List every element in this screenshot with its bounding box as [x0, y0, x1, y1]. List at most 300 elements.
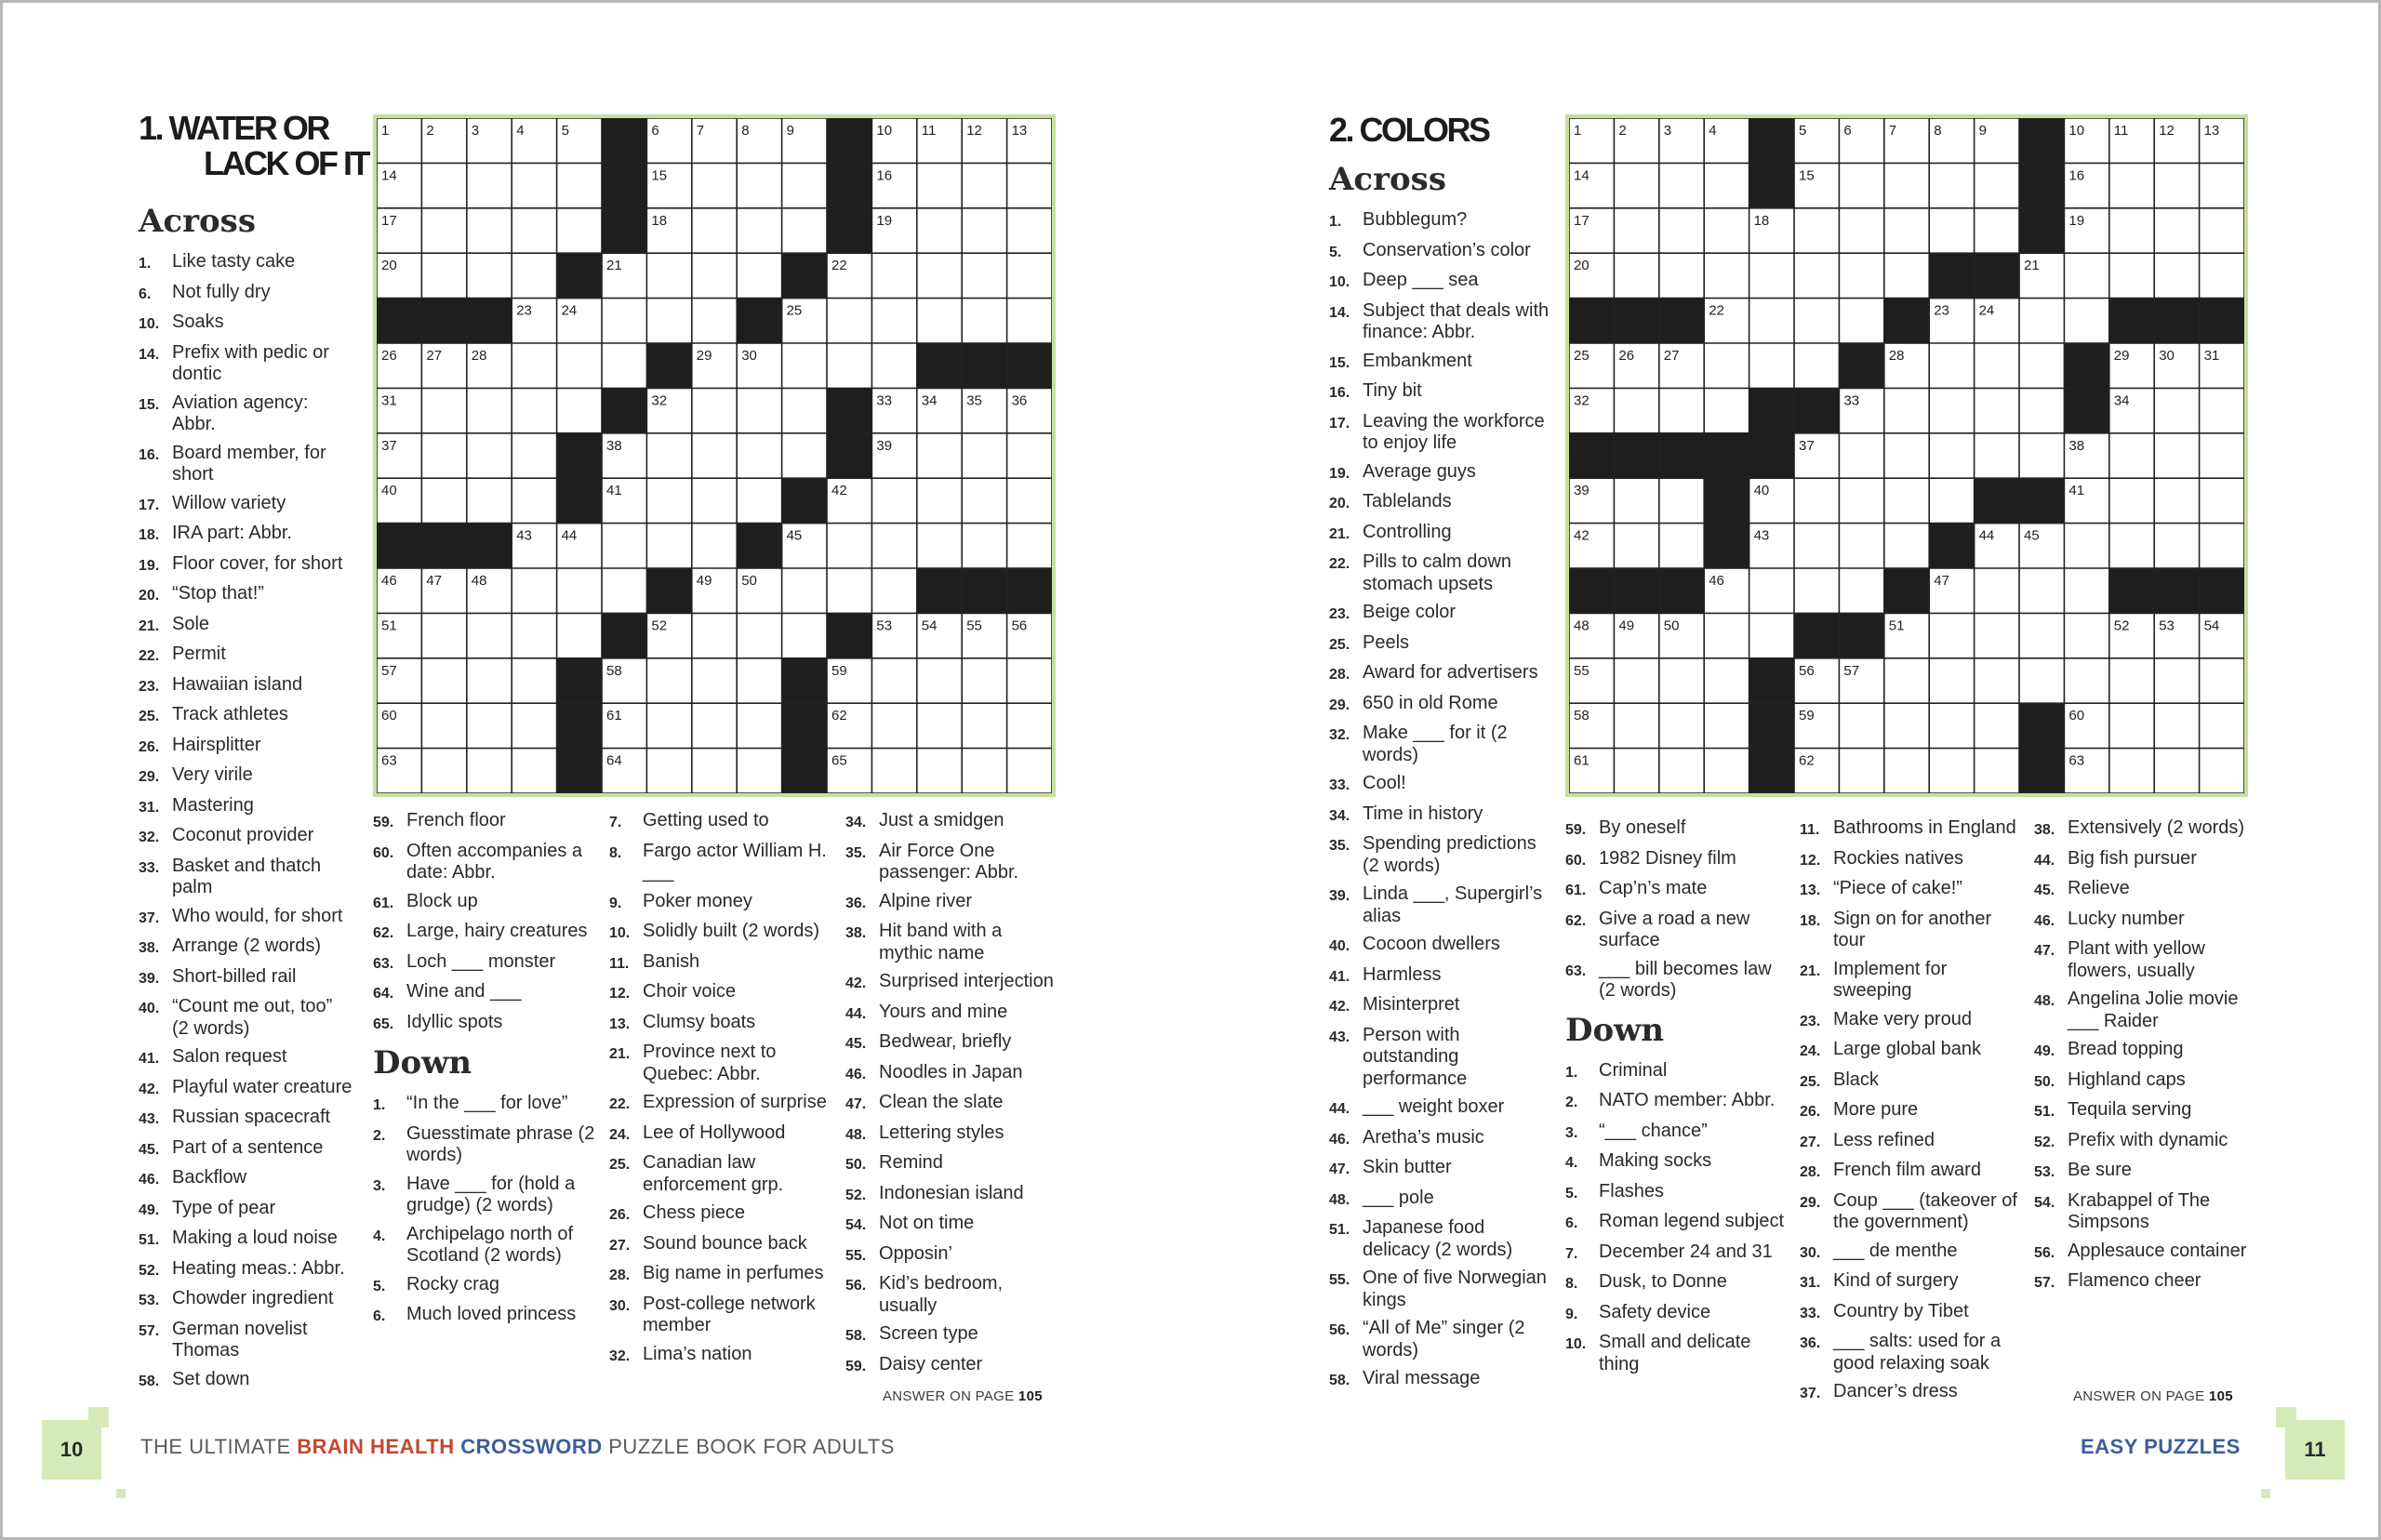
crossword-grid-left[interactable] — [373, 114, 1056, 797]
clue-text: Canadian law enforcement grp. — [643, 1152, 784, 1195]
clue-item — [1329, 1268, 1552, 1311]
clue-item — [139, 1077, 352, 1101]
clue-text: Sole — [172, 613, 210, 634]
clue-number: 9. — [1565, 1306, 1578, 1322]
cell-number: 29 — [696, 348, 712, 364]
clue-number: 30. — [609, 1297, 631, 1314]
clue-text: Cool! — [1363, 773, 1406, 793]
clue-text: Extensively (2 words) — [2068, 817, 2245, 838]
clue-item — [1565, 1090, 1789, 1114]
clue-number: 38. — [2034, 822, 2055, 838]
black-square — [1929, 253, 1975, 299]
cell-number: 42 — [831, 483, 847, 499]
cell-number: 5 — [1799, 123, 1807, 139]
clue-text: Lima’s nation — [643, 1343, 752, 1364]
clue-text: Yours and mine — [879, 1001, 1008, 1022]
cell-number: 48 — [471, 573, 487, 589]
cell-number: 31 — [2203, 348, 2220, 364]
cell-number: 20 — [381, 258, 397, 274]
cell-number: 43 — [516, 527, 532, 544]
clue-item — [139, 1288, 352, 1312]
clue-number: 59. — [1565, 822, 1587, 838]
cell-number: 5 — [561, 123, 569, 139]
clue-text: Getting used to — [643, 810, 769, 830]
clue-item — [1329, 693, 1552, 717]
clue-item — [139, 523, 352, 547]
clue-number: 31. — [139, 799, 160, 816]
clue-number: 18. — [1800, 912, 1821, 929]
clue-number: 40. — [139, 1001, 160, 1016]
clue-number: 35. — [845, 844, 867, 861]
clue-text: Salon request — [172, 1046, 287, 1067]
cell-number: 8 — [741, 123, 750, 139]
clue-text: NATO member: Abbr. — [1599, 1090, 1776, 1110]
clue-item — [845, 1183, 1059, 1207]
clue-text: Choir voice — [643, 981, 737, 1002]
clue-item — [1329, 461, 1552, 485]
clue-number: 3. — [1565, 1124, 1578, 1141]
clue-item — [1329, 1127, 1552, 1151]
clue-number: 24. — [609, 1126, 631, 1143]
down-clues-right-b — [2034, 817, 2250, 1301]
down-heading: Down — [373, 1044, 472, 1082]
clue-text: Be sure — [2068, 1160, 2132, 1180]
clue-text: Dancer’s dress — [1833, 1381, 1958, 1401]
clue-number: 51. — [139, 1232, 160, 1248]
clue-item — [845, 841, 1059, 884]
across-clues-right — [1329, 161, 1552, 1399]
cell-number: 30 — [741, 348, 757, 364]
clue-text: Sound bounce back — [643, 1232, 807, 1254]
clue-item — [609, 1202, 832, 1227]
black-square — [1929, 524, 1975, 569]
cell-number: 32 — [651, 392, 668, 409]
clue-text: Criminal — [1599, 1059, 1668, 1081]
clue-number: 43. — [139, 1111, 160, 1127]
clue-text: Pills to calm down stomach upsets — [1363, 551, 1512, 594]
clue-text: Indonesian island — [879, 1182, 1024, 1203]
clue-item — [139, 1198, 352, 1222]
cell-number: 60 — [2068, 708, 2085, 724]
clue-item — [1565, 1271, 1789, 1295]
cell-number: 52 — [2113, 617, 2130, 634]
clue-text: Who would, for short — [172, 905, 343, 926]
cell-number: 12 — [2159, 123, 2175, 139]
black-square — [782, 253, 828, 299]
clue-item — [1800, 1241, 2023, 1265]
clue-text: Bubblegum? — [1363, 209, 1468, 230]
clue-text: Floor cover, for short — [172, 552, 343, 574]
cell-number: 32 — [1574, 392, 1590, 409]
clue-number: 8. — [1565, 1276, 1578, 1292]
clue-number: 7. — [609, 815, 622, 830]
clue-number: 28. — [1329, 667, 1350, 683]
clue-number: 36. — [1800, 1335, 1821, 1351]
clue-item — [139, 825, 352, 849]
cell-number: 52 — [651, 617, 668, 634]
clue-text: Opposin’ — [879, 1242, 952, 1264]
cell-number: 4 — [516, 123, 525, 139]
clue-number: 28. — [609, 1268, 631, 1283]
cell-number: 62 — [831, 708, 847, 724]
cell-number: 37 — [381, 437, 397, 454]
clue-item — [1329, 602, 1552, 626]
clue-number: 10. — [139, 316, 160, 332]
cell-number: 15 — [651, 167, 668, 184]
clue-item — [373, 1012, 596, 1036]
clue-item — [1800, 959, 2023, 1002]
cell-number: 18 — [651, 212, 668, 229]
black-square — [2019, 749, 2065, 793]
clue-text: Track athletes — [172, 704, 288, 724]
cell-number: 58 — [606, 662, 622, 679]
clue-item — [373, 1224, 596, 1268]
clue-text: ___ weight boxer — [1363, 1096, 1505, 1117]
cell-number: 54 — [921, 617, 938, 634]
clue-item — [1565, 1302, 1789, 1326]
black-square — [1749, 388, 1795, 433]
cell-number: 3 — [471, 123, 480, 139]
clue-text: Bedwear, briefly — [879, 1031, 1012, 1052]
clue-number: 21. — [1329, 525, 1350, 542]
clue-number: 44. — [1329, 1101, 1350, 1117]
black-square — [962, 568, 1007, 614]
clue-text: Linda ___, Supergirl’s alias — [1363, 883, 1543, 926]
black-square — [1839, 613, 1884, 658]
clue-item — [139, 704, 352, 728]
clue-item — [609, 1152, 832, 1196]
clue-number: 11. — [609, 955, 630, 972]
clue-text: “Piece of cake!” — [1833, 878, 1962, 898]
black-square — [782, 478, 828, 524]
clue-number: 33. — [1329, 777, 1350, 793]
clue-item — [1329, 1188, 1552, 1212]
clue-number: 44. — [845, 1005, 867, 1022]
clue-number: 14. — [1329, 304, 1350, 321]
clue-item — [1329, 1157, 1552, 1181]
clue-number: 32. — [139, 830, 160, 845]
clue-item — [609, 1042, 832, 1085]
cell-number: 41 — [606, 483, 622, 499]
black-square — [962, 343, 1007, 389]
clue-number: 26. — [609, 1207, 631, 1223]
clue-number: 20. — [1329, 496, 1350, 511]
cell-number: 24 — [561, 302, 578, 319]
clue-text: Cocoon dwellers — [1363, 934, 1500, 954]
black-square — [2109, 568, 2155, 614]
clue-text: Chowder ingredient — [172, 1288, 334, 1308]
clue-item — [139, 583, 352, 607]
black-square — [557, 253, 603, 299]
cell-number: 21 — [606, 258, 622, 274]
black-square — [557, 703, 603, 749]
cell-number: 19 — [2068, 212, 2085, 229]
clue-item — [139, 1369, 352, 1393]
clue-text: ___ bill becomes law (2 words) — [1599, 958, 1772, 1001]
black-square — [827, 163, 872, 208]
clue-item — [609, 1294, 832, 1337]
clue-item — [2034, 878, 2250, 902]
clue-item — [845, 810, 1059, 834]
clue-number: 22. — [139, 648, 160, 664]
cell-number: 59 — [831, 662, 847, 679]
clue-text: Kind of surgery — [1833, 1270, 1959, 1291]
cell-number: 55 — [966, 617, 982, 634]
clue-item — [609, 1233, 832, 1257]
cell-number: 63 — [2068, 752, 2085, 769]
clue-number: 48. — [845, 1126, 867, 1143]
cell-number: 48 — [1574, 617, 1590, 634]
crossword-svg[interactable] — [1569, 118, 2244, 793]
clue-item — [1565, 1181, 1789, 1205]
cell-number: 28 — [471, 348, 487, 364]
clue-text: Guesstimate phrase (2 words) — [406, 1122, 595, 1165]
clue-item — [1329, 723, 1552, 766]
cell-number: 6 — [651, 123, 659, 139]
cell-number: 36 — [1753, 437, 1770, 454]
clue-text: Misinterpret — [1363, 994, 1460, 1015]
cell-number: 35 — [966, 392, 982, 409]
clue-item — [1565, 1241, 1789, 1266]
down-clues-right-a — [1800, 817, 2023, 1412]
clue-item — [373, 1274, 596, 1298]
clue-number: 13. — [1800, 883, 1821, 898]
clue-text: French floor — [406, 810, 506, 830]
clue-item — [845, 971, 1059, 995]
answer-reference-left: ANSWER ON PAGE 105 — [883, 1388, 1043, 1404]
cell-number: 54 — [2203, 617, 2220, 634]
black-square — [467, 524, 512, 569]
clue-text: Prefix with pedic or dontic — [172, 341, 329, 384]
black-square — [1704, 524, 1749, 569]
cell-number: 10 — [2068, 123, 2085, 139]
clue-text: Set down — [172, 1368, 250, 1389]
cell-number: 41 — [2068, 483, 2085, 499]
clue-text: Screen type — [879, 1323, 978, 1344]
cell-number: 56 — [1011, 617, 1028, 634]
clue-number: 16. — [1329, 385, 1350, 401]
black-square — [1794, 613, 1840, 658]
cell-number: 22 — [831, 258, 847, 274]
clue-item — [609, 951, 832, 976]
cell-number: 44 — [1978, 527, 1995, 544]
clue-item — [139, 795, 352, 819]
clue-number: 27. — [1800, 1134, 1821, 1150]
clue-text: ___ de menthe — [1833, 1240, 1958, 1261]
cell-number: 27 — [1663, 348, 1680, 364]
clue-text: Playful water creature — [172, 1076, 352, 1097]
clue-number: 13. — [609, 1016, 631, 1032]
cell-number: 33 — [876, 392, 893, 409]
clue-text: German novelist Thomas — [172, 1318, 308, 1361]
crossword-grid-right[interactable] — [1565, 114, 2248, 797]
cell-number: 50 — [741, 573, 757, 589]
clue-item — [2034, 848, 2250, 872]
clue-item — [373, 841, 596, 884]
clue-number: 26. — [1800, 1104, 1821, 1120]
across-clues-left — [139, 203, 352, 1399]
clue-text: Sign on for another tour — [1833, 908, 1992, 950]
clue-text: Award for advertisers — [1363, 662, 1538, 683]
clue-item — [1565, 1211, 1789, 1235]
clue-number: 58. — [845, 1328, 867, 1344]
clue-text: Dusk, to Donne — [1599, 1271, 1727, 1292]
black-square — [1749, 163, 1795, 208]
clue-number: 62. — [1565, 912, 1587, 929]
clue-item — [139, 282, 352, 306]
clue-number: 51. — [1329, 1222, 1350, 1238]
clue-item — [845, 1062, 1059, 1086]
black-square — [2064, 388, 2109, 433]
clue-number: 59. — [373, 815, 394, 830]
clue-item — [1329, 1368, 1552, 1392]
clue-item — [845, 1273, 1059, 1317]
cell-number: 10 — [876, 123, 893, 139]
clue-item — [373, 810, 596, 834]
cell-number: 46 — [381, 573, 397, 589]
clue-text: Relieve — [2068, 878, 2130, 898]
cell-number: 2 — [1618, 123, 1627, 139]
clue-number: 46. — [2034, 912, 2055, 929]
clue-item — [845, 1092, 1059, 1116]
black-square — [1659, 299, 1705, 344]
clue-text: Have ___ for (hold a grudge) (2 words) — [406, 1173, 576, 1215]
clue-number: 56. — [1329, 1322, 1350, 1338]
black-square — [827, 613, 872, 658]
clue-number: 37. — [1800, 1386, 1821, 1401]
clue-text: Fargo actor William H. ___ — [643, 840, 827, 883]
clue-text: Bread topping — [2068, 1039, 2184, 1059]
clue-number: 51. — [2034, 1104, 2055, 1120]
clue-number: 1. — [373, 1097, 386, 1113]
clue-text: Board member, for short — [172, 442, 326, 485]
clue-number: 57. — [2034, 1275, 2055, 1291]
clue-text: Plant with yellow flowers, usually — [2068, 938, 2205, 981]
clue-text: ___ salts: used for a good relaxing soak — [1833, 1331, 2002, 1374]
clue-item — [139, 856, 352, 899]
clue-item — [1565, 817, 1789, 842]
black-square — [2019, 118, 2065, 164]
cell-number: 25 — [786, 302, 803, 319]
clue-item — [2034, 1190, 2250, 1234]
cell-number: 50 — [1663, 617, 1680, 634]
clue-item — [845, 1243, 1059, 1268]
clue-number: 47. — [1329, 1162, 1350, 1177]
clue-item — [1800, 878, 2023, 902]
clue-text: Loch ___ monster — [406, 950, 556, 972]
clue-item — [845, 1323, 1059, 1348]
clue-text: Permit — [172, 644, 226, 664]
clue-item — [373, 921, 596, 945]
crossword-svg[interactable] — [377, 118, 1052, 793]
black-square — [1569, 299, 1615, 344]
clue-text: Coconut provider — [172, 825, 314, 845]
cell-number: 16 — [876, 167, 893, 184]
clue-item — [1565, 959, 1789, 1002]
clue-item — [1329, 300, 1552, 344]
black-square — [646, 343, 692, 389]
clue-text: Poker money — [643, 890, 752, 911]
black-square — [557, 433, 603, 479]
clue-item — [139, 644, 352, 668]
puzzle-title-right: 2. COLORS — [1329, 111, 1489, 149]
cell-number: 46 — [1709, 573, 1724, 589]
clue-number: 46. — [1329, 1131, 1350, 1148]
clue-item — [609, 921, 832, 945]
cell-number: 9 — [786, 123, 794, 139]
clue-item — [139, 342, 352, 386]
clue-item — [1329, 551, 1552, 595]
clue-text: Arrange (2 words) — [172, 936, 322, 956]
clue-text: “All of Me” singer (2 words) — [1363, 1318, 1525, 1361]
clue-text: Country by Tibet — [1833, 1300, 1969, 1321]
clue-item — [2034, 1270, 2250, 1294]
clue-text: Tiny bit — [1363, 380, 1422, 401]
black-square — [1569, 568, 1615, 614]
clue-item — [139, 906, 352, 930]
cell-number: 49 — [1618, 617, 1635, 634]
clue-item — [609, 1012, 832, 1036]
clue-number: 41. — [139, 1051, 160, 1067]
cell-number: 9 — [1978, 123, 1987, 139]
clue-text: Archipelago north of Scotland (2 words) — [406, 1223, 574, 1266]
clue-number: 11. — [1800, 822, 1820, 838]
cell-number: 14 — [381, 167, 397, 184]
clue-item — [1329, 1025, 1552, 1091]
cell-number: 1 — [1574, 123, 1582, 139]
clue-text: Mastering — [172, 794, 254, 816]
clue-number: 33. — [139, 859, 160, 876]
black-square — [1975, 478, 2020, 524]
clue-item — [1329, 662, 1552, 686]
clue-number: 23. — [1800, 1013, 1821, 1029]
clue-item — [1565, 848, 1789, 872]
across-clues-right-cont — [1565, 817, 1789, 1382]
black-square — [2019, 703, 2065, 749]
clue-text: Rocky crag — [406, 1273, 500, 1294]
clue-text: Deep ___ sea — [1363, 270, 1479, 290]
clue-number: 28. — [1800, 1164, 1821, 1180]
cell-number: 61 — [606, 708, 622, 724]
black-square — [1704, 478, 1749, 524]
cell-number: 51 — [1888, 617, 1905, 634]
clue-text: Basket and thatch palm — [172, 855, 322, 897]
clue-item — [1565, 1150, 1789, 1175]
clue-number: 39. — [139, 970, 160, 987]
cell-number: 27 — [426, 348, 443, 364]
black-square — [2064, 343, 2109, 389]
clue-text: Province next to Quebec: Abbr. — [643, 1042, 777, 1084]
clue-text: One of five Norwegian kings — [1363, 1268, 1547, 1310]
clue-text: Much loved princess — [406, 1304, 577, 1324]
clue-item — [1329, 522, 1552, 546]
cell-number: 13 — [2203, 123, 2220, 139]
cell-number: 29 — [2113, 348, 2130, 364]
clue-text: Black — [1833, 1069, 1879, 1090]
clue-number: 33. — [1800, 1305, 1821, 1321]
clue-number: 23. — [1329, 606, 1350, 622]
black-square — [917, 343, 963, 389]
clue-number: 6. — [1565, 1215, 1578, 1231]
black-square — [1839, 343, 1884, 389]
clue-number: 59. — [845, 1358, 867, 1374]
clue-text: Making a loud noise — [172, 1228, 338, 1248]
clue-text: 650 in old Rome — [1363, 692, 1498, 713]
clue-number: 42. — [139, 1081, 160, 1097]
clue-item — [139, 966, 352, 990]
clue-item — [1800, 1130, 2023, 1154]
clue-item — [1800, 1099, 2023, 1123]
